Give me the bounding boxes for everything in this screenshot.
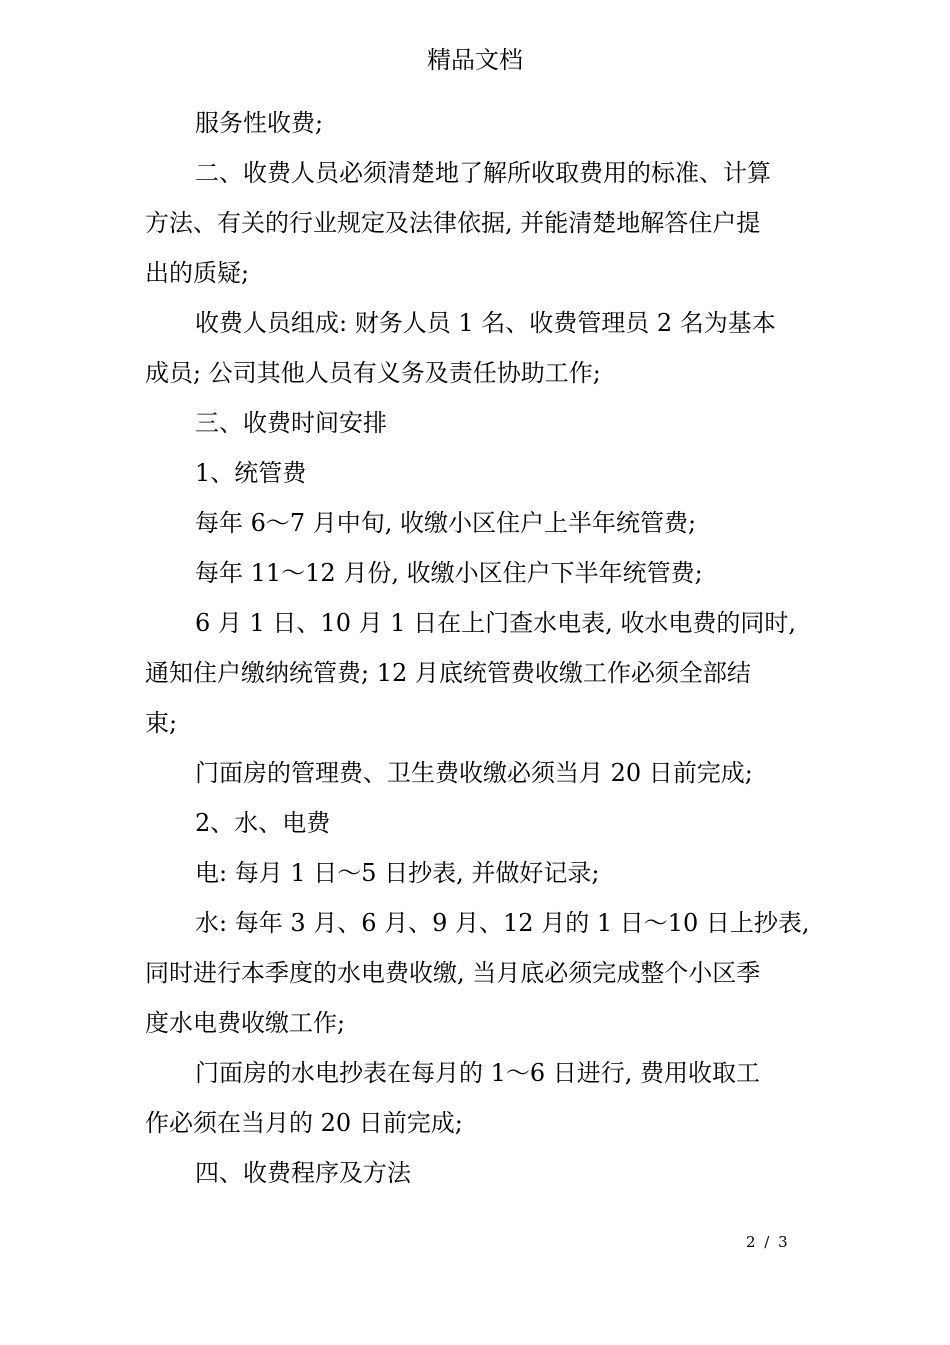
text-line: 电: 每月 1 日～5 日抄表, 并做好记录; [195,859,600,887]
text-line: 出的质疑; [145,259,250,287]
text-line: 度水电费收缴工作; [145,1009,346,1037]
text-line: 门面房的管理费、卫生费收缴必须当月 20 日前完成; [195,759,753,787]
text-line: 6 月 1 日、10 月 1 日在上门查水电表, 收水电费的同时, [195,609,797,637]
text-line: 同时进行本季度的水电费收缴, 当月底必须完成整个小区季 [145,959,761,987]
subsection-heading: 2、水、电费 [195,809,331,837]
page-header-title: 精品文档 [427,46,523,74]
text-line: 门面房的水电抄表在每月的 1～6 日进行, 费用收取工 [195,1059,761,1087]
text-line: 收费人员组成: 财务人员 1 名、收费管理员 2 名为基本 [195,309,776,337]
section-heading: 四、收费程序及方法 [195,1159,411,1187]
subsection-heading: 1、统管费 [195,459,307,487]
section-heading: 三、收费时间安排 [195,409,387,437]
text-line: 服务性收费; [195,109,324,137]
text-line: 每年 6～7 月中旬, 收缴小区住户上半年统管费; [195,509,697,537]
section-heading: 二、收费人员必须清楚地了解所收取费用的标准、计算 [195,159,771,187]
text-line: 作必须在当月的 20 日前完成; [145,1109,463,1137]
page-number: 2 / 3 [746,1233,790,1251]
text-line: 通知住户缴纳统管费; 12 月底统管费收缴工作必须全部结 [145,659,751,687]
document-body [145,98,865,1198]
text-line: 水: 每年 3 月、6 月、9 月、12 月的 1 日～10 日上抄表, [195,909,810,937]
text-line: 方法、有关的行业规定及法律依据, 并能清楚地解答住户提 [145,209,761,237]
text-line: 每年 11～12 月份, 收缴小区住户下半年统管费; [195,559,703,587]
text-line: 成员; 公司其他人员有义务及责任协助工作; [145,359,601,387]
text-line: 束; [145,709,178,737]
